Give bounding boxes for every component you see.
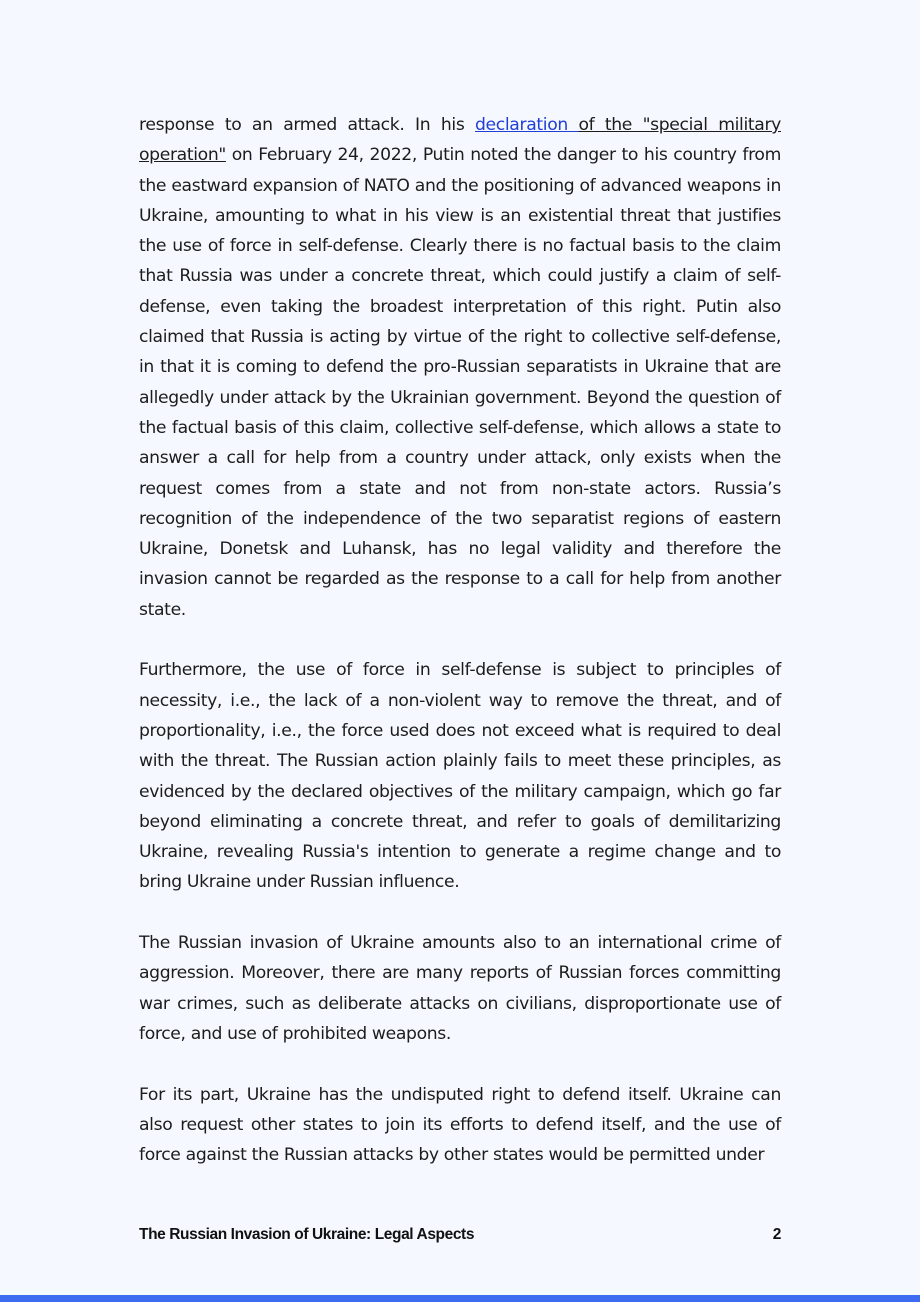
bottom-accent-bar xyxy=(0,1295,920,1302)
paragraph-self-defense-claim xyxy=(139,110,781,625)
footer-page-number: 2 xyxy=(772,1226,781,1243)
paragraph-1-lead-text: response to an armed attack. In his xyxy=(139,115,475,135)
special-military-operation-link[interactable]: of the "special military operation" xyxy=(139,115,781,166)
paragraph-necessity-proportionality: Furthermore, the use of force in self-defense is subject to principles of necessity, i.e., the lack of a non-violent way to remove the threat, and of proportionality, i.e., the force used does not exceed what is required to deal with the threat. The Russian action plainly fails to meet these principles, as evidenced by the declared objectives of the military campaign, which go far beyond eliminating a concrete threat, and refer to goals of demilitarizing Ukraine, revealing Russia's intention to generate a regime change and to bring Ukraine under Russian influence. xyxy=(139,660,781,893)
paragraph-1-body-text: on February 24, 2022, Putin noted the danger to his country from the eastward expansion of NATO and the positioning of advanced weapons in Ukraine, amounting to what in his view is an existential threat that justifies the use of force in self-defense. Clearly there is no factual basis to the claim that Russia was under a concrete threat, which could justify a claim of self-defense, even taking the broadest interpretation of this right. Putin also claimed that Russia is acting by virtue of the right to collective self-defense, in that it is coming to defend the pro-Russian separatists in Ukraine that are allegedly under attack by the Ukrainian government. Beyond the question of the factual basis of this claim, collective self-defense, which allows a state to answer a call for help from a country under attack, only exists when the request comes from a state and not from non-state actors. Russia’s recognition of the independence of the two separatist regions of eastern Ukraine, Donetsk and Luhansk, has no legal validity and therefore the invasion cannot be regarded as the response to a call for help from another state. xyxy=(139,145,781,620)
footer-document-title: The Russian Invasion of Ukraine: Legal Aspects xyxy=(139,1226,475,1243)
declaration-link[interactable]: declaration xyxy=(474,115,579,135)
page-footer xyxy=(139,1222,781,1248)
paragraph-crime-of-aggression: The Russian invasion of Ukraine amounts also to an international crime of aggression. Moreover, there are many reports of Russian forces committing war crimes, such as deliberate attacks on civilians, disproportionate use of force, and use of prohibited weapons. xyxy=(139,933,781,1044)
document-body xyxy=(139,110,781,1201)
paragraph-ukraine-right-to-defend: For its part, Ukraine has the undisputed right to defend itself. Ukraine can also request other states to join its efforts to defend itself, and the use of force against the Russian attacks by other states would be permitted under xyxy=(139,1084,781,1166)
